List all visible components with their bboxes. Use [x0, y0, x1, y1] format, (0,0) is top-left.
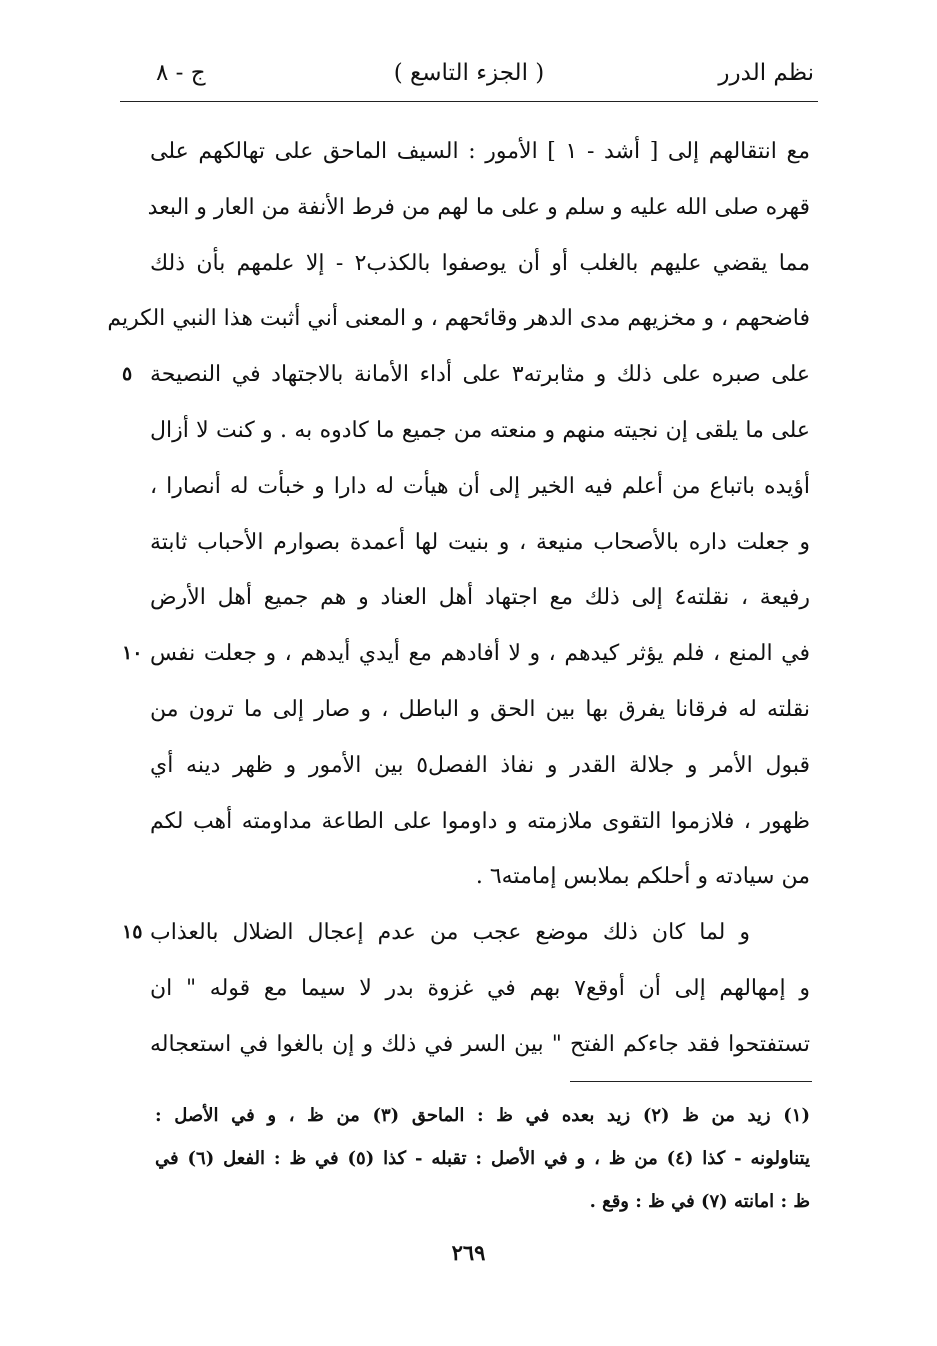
line-number: ١٥: [122, 921, 143, 944]
header-volume: ج - ٨: [156, 60, 206, 86]
text-line-content: على صبره على ذلك و مثابرته٣ على أداء الأمانة بالاجتهاد في النصيحة: [150, 362, 810, 388]
text-line: [122, 905, 810, 961]
text-line: [150, 849, 810, 905]
text-line-content: أؤيده باتباع من أعلم فيه الخير إلى أن هيأت له دارا و خبأت له أنصارا ،: [150, 473, 810, 499]
text-line-content: رفيعة ، نقلته٤ إلى ذلك مع اجتهاد أهل العناد و هم جميع أهل الأرض: [150, 585, 810, 611]
text-line: [150, 1017, 810, 1073]
text-line: [150, 682, 810, 738]
text-line-content: قهره صلى الله عليه و سلم و على ما لهم من فرط الأنفة من العار و البعد: [147, 194, 810, 220]
header-book-title: نظم الدرر: [718, 60, 814, 86]
line-number: ١٠: [122, 642, 143, 665]
text-line-content: و إمهالهم إلى أن أوقع٧ بهم في غزوة بدر لا سيما مع قوله " ان: [150, 975, 810, 1001]
main-text: [107, 124, 810, 1073]
text-line: [150, 124, 810, 180]
text-line-content: من سيادته و أحلكم بملابس إمامته٦ .: [475, 864, 810, 890]
footnote-line: ظ : امانته (٧) في ظ : وقع .: [589, 1191, 810, 1212]
line-number: ٥: [122, 363, 133, 386]
text-line-content: فاضحهم ، و مخزيهم مدى الدهر وقائحهم ، و المعنى أني أثبت هذا النبي الكريم: [107, 306, 810, 332]
footnote-line: يتناولونه - كذا (٤) من ظ ، و في الأصل : تقبله - كذا (٥) في ظ : الفعل (٦) في: [155, 1148, 810, 1169]
text-line-content: مما يقضي عليهم بالغلب أو أن يوصفوا بالكذب٢ - إلا علمهم بأن ذلك: [150, 250, 810, 276]
text-line-content: على ما يلقى إن نجيته منهم و منعته من جميع ما كادوه به . و كنت لا أزال: [150, 417, 810, 443]
text-line-content: و لما كان ذلك موضع عجب من عدم إعجال الضلال بالعذاب: [150, 920, 750, 946]
text-line: [150, 515, 810, 571]
text-line: [107, 291, 810, 347]
text-line-content: و جعلت داره بالأصحاب منيعة ، و بنيت لها أعمدة بصوارم الأحباب ثابتة: [150, 529, 810, 555]
text-line: [122, 347, 810, 403]
text-line: [150, 961, 810, 1017]
text-line: [150, 570, 810, 626]
text-line-content: مع انتقالهم إلى [ أشد - ١ ] الأمور : السيف الماحق على تهالكهم على: [150, 139, 810, 164]
text-line: [150, 236, 810, 292]
text-line-content: ظهور ، فلازموا التقوى ملازمته و داوموا على الطاعة مداومته أهب لكم: [150, 808, 810, 834]
page-number: ٢٦٩: [451, 1240, 486, 1265]
footnote-rule: [570, 1081, 812, 1082]
footnote-line: (١) زيد من ظ (٢) زيد بعده في ظ : الماحق (٣) من ظ ، و في الأصل :: [155, 1105, 810, 1126]
header-rule: [120, 101, 818, 102]
text-line: [150, 403, 810, 459]
text-line-content: تستفتحوا فقد جاءكم الفتح " بين السر في ذلك و إن بالغوا في استعجاله: [150, 1031, 810, 1057]
text-line: [150, 738, 810, 794]
text-line: [150, 794, 810, 850]
text-line: [122, 626, 810, 682]
text-line-content: قبول الأمر و جلالة القدر و نفاذ الفصل٥ بين الأمور و ظهر دينه أي: [150, 752, 810, 778]
header-part: ( الجزء التاسع ): [393, 60, 545, 86]
text-line-content: في المنع ، فلم يؤثر كيدهم ، و لا أفادهم مع أيدي أيدهم ، و جعلت نفس: [150, 641, 810, 667]
footnotes: [155, 1094, 810, 1223]
text-line-content: نقلته له فرقانا يفرق بها بين الحق و الباطل ، و صار إلى ما ترون من: [150, 696, 810, 722]
running-header: [120, 56, 818, 96]
text-line: [147, 180, 810, 236]
text-line: [150, 459, 810, 515]
